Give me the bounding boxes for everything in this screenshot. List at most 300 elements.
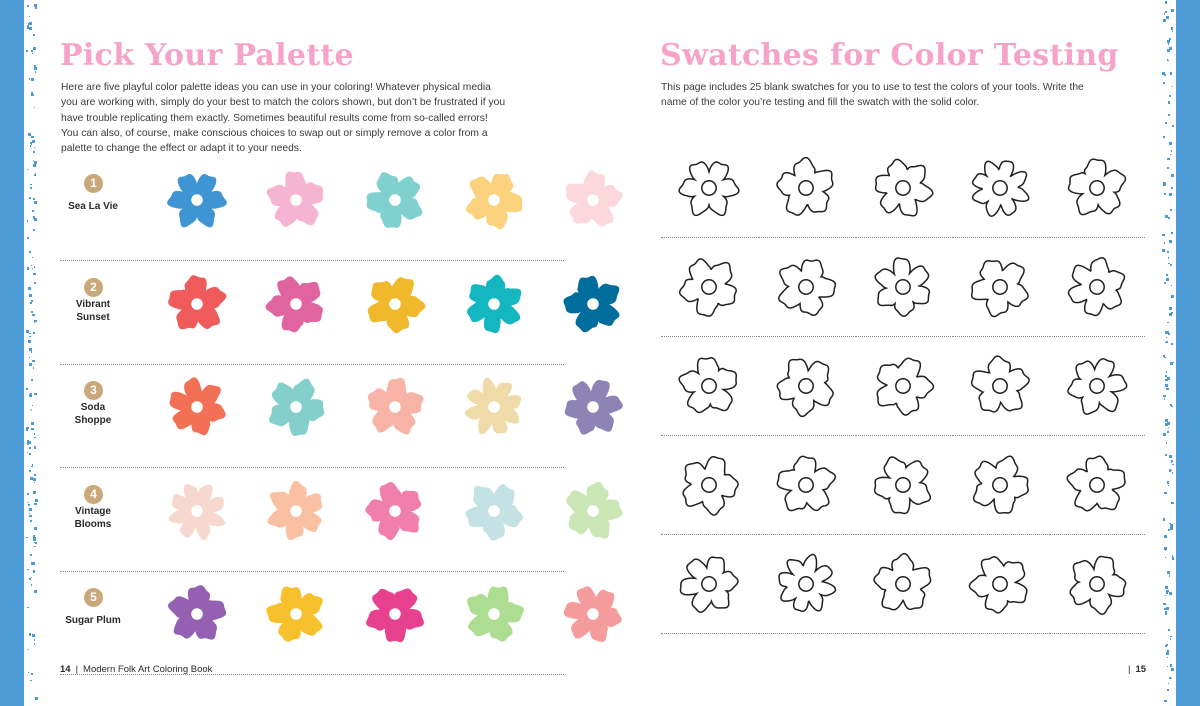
edge-speckle xyxy=(1165,454,1167,456)
edge-speckle xyxy=(27,267,30,270)
edge-speckle xyxy=(30,520,31,521)
blank-swatch xyxy=(1047,447,1147,545)
edge-speckle xyxy=(31,584,32,585)
edge-speckle xyxy=(1166,341,1168,343)
edge-speckle xyxy=(29,78,30,79)
edge-speckle xyxy=(34,643,35,644)
color-name-line xyxy=(855,633,951,634)
edge-speckle xyxy=(1166,278,1168,280)
edge-speckle xyxy=(1171,406,1172,407)
edge-speckle xyxy=(1164,13,1166,15)
edge-speckle xyxy=(1165,122,1168,125)
color-name-line xyxy=(758,237,854,238)
edge-speckle xyxy=(1166,337,1167,338)
edge-speckle xyxy=(1171,343,1173,345)
palette-color-swatch xyxy=(458,268,530,340)
color-name-line xyxy=(1049,435,1145,436)
page-title-pick-your-palette: Pick Your Palette xyxy=(60,38,354,73)
edge-speckle xyxy=(1171,295,1174,298)
outline-flower xyxy=(867,449,939,521)
palette-number-badge: 5 xyxy=(84,588,103,607)
edge-speckle xyxy=(1163,73,1165,75)
edge-speckle xyxy=(1163,518,1165,520)
edge-speckle xyxy=(1167,60,1169,62)
edge-speckle xyxy=(1167,650,1169,652)
edge-speckle xyxy=(33,273,35,275)
edge-speckle xyxy=(33,537,36,540)
color-name-line xyxy=(952,237,1048,238)
palette-name xyxy=(58,614,128,627)
palette-name-line: Vintage xyxy=(75,505,111,517)
edge-speckle xyxy=(28,287,31,290)
right-footer xyxy=(1123,664,1146,675)
edge-speckle xyxy=(1168,101,1171,104)
palette-color-swatch xyxy=(260,268,332,340)
color-name-line xyxy=(758,336,854,337)
edge-speckle xyxy=(1171,150,1172,151)
color-name-line xyxy=(1049,534,1145,535)
edge-speckle xyxy=(1169,313,1172,316)
edge-speckle xyxy=(1167,689,1170,692)
left-footer xyxy=(60,664,212,675)
color-name-line xyxy=(758,633,854,634)
edge-speckle xyxy=(34,446,37,449)
blank-swatch xyxy=(1047,348,1147,446)
palette-row xyxy=(60,365,564,468)
edge-speckle xyxy=(1167,331,1170,334)
edge-speckle xyxy=(32,53,33,54)
edge-speckle xyxy=(27,220,28,221)
left-footer-separator: | xyxy=(75,664,79,675)
color-name-line xyxy=(661,336,757,337)
edge-speckle xyxy=(1163,603,1166,606)
palette-row xyxy=(60,469,564,572)
blank-swatch xyxy=(950,150,1050,248)
palette-color-swatch xyxy=(161,268,233,340)
edge-speckle xyxy=(33,332,35,334)
edge-speckle xyxy=(1167,422,1170,425)
palette-intro-text: Here are five playful color palette ideas you can use in your coloring! Whatever physical media you are working with, simply do your best to match the colors shown, but don’t be frustrated if you have trouble replicating them exactly. Sometimes beautiful results come from so-called errors! You can also, of course, make conscious choices to swap out or simply remove a color from a palette to change the effect or adapt it to your needs. xyxy=(61,82,506,155)
edge-speckle xyxy=(1168,43,1170,45)
edge-speckle xyxy=(32,257,33,258)
blank-swatch xyxy=(950,249,1050,347)
edge-speckle xyxy=(29,508,32,511)
edge-speckle xyxy=(34,503,37,506)
color-name-line xyxy=(855,237,951,238)
edge-speckle xyxy=(1172,125,1174,127)
edge-speckle xyxy=(28,672,29,673)
edge-speckle xyxy=(29,294,32,297)
edge-speckle xyxy=(1163,136,1165,138)
edge-speckle xyxy=(33,34,36,37)
edge-speckle xyxy=(1170,527,1173,530)
palette-name xyxy=(58,298,128,324)
edge-speckle xyxy=(31,577,32,578)
color-name-line xyxy=(952,336,1048,337)
outline-flower xyxy=(673,449,745,521)
palette-name xyxy=(58,200,128,213)
edge-speckle xyxy=(1164,282,1166,284)
edge-speckle xyxy=(31,466,32,467)
palette-color-swatch xyxy=(161,475,233,547)
edge-speckle xyxy=(1168,683,1169,684)
color-name-line xyxy=(661,633,757,634)
blank-swatch xyxy=(853,348,953,446)
blank-swatch xyxy=(756,348,856,446)
edge-speckle xyxy=(30,554,32,556)
outline-flower xyxy=(673,350,745,422)
edge-speckle xyxy=(1167,40,1170,43)
palette-name-line: Sunset xyxy=(76,311,110,323)
edge-speckle xyxy=(34,482,35,483)
edge-speckle xyxy=(29,447,31,449)
edge-speckle xyxy=(1167,377,1170,380)
palette-number-badge: 4 xyxy=(84,485,103,504)
page-title-swatches: Swatches for Color Testing xyxy=(660,38,1119,73)
palette-name-line: Blooms xyxy=(74,518,112,530)
edge-speckle xyxy=(32,314,34,316)
outline-flower xyxy=(673,548,745,620)
edge-speckle xyxy=(1165,384,1168,387)
edge-speckle xyxy=(33,47,36,50)
edge-speckle xyxy=(29,578,31,580)
edge-speckle xyxy=(28,502,29,503)
palette-color-swatch xyxy=(458,475,530,547)
edge-speckle xyxy=(29,357,30,358)
edge-speckle xyxy=(1165,611,1167,613)
edge-speckle xyxy=(27,5,29,7)
edge-speckle xyxy=(34,201,37,204)
palette-color-swatch xyxy=(458,578,530,650)
edge-speckle xyxy=(34,320,37,323)
edge-speckle xyxy=(1172,557,1174,559)
edge-speckle xyxy=(33,535,35,537)
edge-speckle xyxy=(31,562,34,565)
color-name-line xyxy=(855,336,951,337)
color-name-line xyxy=(952,633,1048,634)
edge-speckle xyxy=(1166,592,1168,594)
edge-speckle xyxy=(1169,193,1172,196)
edge-speckle xyxy=(1165,419,1168,422)
color-name-line xyxy=(661,435,757,436)
color-name-line xyxy=(758,534,854,535)
edge-speckle xyxy=(1166,388,1169,391)
edge-speckle xyxy=(29,470,31,472)
edge-speckle xyxy=(34,433,36,435)
palette-number-badge: 2 xyxy=(84,278,103,297)
outline-flower xyxy=(1061,152,1133,224)
edge-speckle xyxy=(26,537,28,539)
left-blue-edge xyxy=(0,0,24,706)
edge-speckle xyxy=(33,491,36,494)
edge-speckle xyxy=(31,136,34,139)
palette-name xyxy=(58,401,128,427)
edge-speckle xyxy=(26,427,29,430)
outline-flower xyxy=(964,251,1036,323)
palette-color-swatch xyxy=(161,371,233,443)
edge-speckle xyxy=(35,7,37,9)
blank-swatch xyxy=(659,546,759,644)
palette-number-badge: 3 xyxy=(84,381,103,400)
edge-speckle xyxy=(1169,142,1172,145)
edge-speckle xyxy=(27,237,30,240)
edge-speckle xyxy=(29,251,31,253)
edge-speckle xyxy=(1169,240,1172,243)
edge-speckle xyxy=(1167,666,1169,668)
outline-flower xyxy=(673,152,745,224)
edge-speckle xyxy=(28,23,30,25)
edge-speckle xyxy=(1171,470,1172,471)
edge-speckle xyxy=(29,515,31,517)
edge-speckle xyxy=(1165,215,1168,218)
edge-speckle xyxy=(1171,668,1174,671)
edge-speckle xyxy=(1170,154,1171,155)
edge-speckle xyxy=(34,437,35,438)
blank-swatch xyxy=(853,150,953,248)
edge-speckle xyxy=(1170,664,1173,667)
right-footer-separator: | xyxy=(1128,664,1131,675)
palette-row xyxy=(60,262,564,365)
palette-color-swatch xyxy=(260,475,332,547)
edge-speckle xyxy=(1171,9,1174,12)
blank-swatch xyxy=(950,546,1050,644)
palette-color-swatch xyxy=(161,164,233,236)
edge-speckle xyxy=(1169,455,1172,458)
edge-speckle xyxy=(1168,114,1169,115)
palette-color-swatch xyxy=(260,578,332,650)
edge-speckle xyxy=(29,513,30,514)
right-blue-edge xyxy=(1176,0,1200,706)
edge-speckle xyxy=(1167,49,1170,52)
edge-speckle xyxy=(1164,193,1166,195)
edge-speckle xyxy=(26,388,28,390)
edge-speckle xyxy=(32,268,33,269)
edge-speckle xyxy=(1165,1,1167,3)
color-name-line xyxy=(661,237,757,238)
edge-speckle xyxy=(1170,209,1173,212)
color-name-line xyxy=(952,534,1048,535)
edge-speckle xyxy=(29,453,31,455)
blank-swatch xyxy=(659,249,759,347)
edge-speckle xyxy=(34,161,37,164)
blank-swatch xyxy=(1047,249,1147,347)
edge-speckle xyxy=(32,360,34,362)
edge-speckle xyxy=(1167,571,1170,574)
edge-speckle xyxy=(34,266,35,267)
edge-speckle xyxy=(1167,481,1170,484)
outline-flower xyxy=(867,350,939,422)
outline-flower xyxy=(1061,251,1133,323)
palette-color-swatch xyxy=(458,164,530,236)
blank-swatch xyxy=(756,249,856,347)
edge-speckle xyxy=(1166,371,1167,372)
edge-speckle xyxy=(26,429,28,431)
palette-color-swatch xyxy=(458,371,530,443)
blank-swatch xyxy=(659,447,759,545)
edge-speckle xyxy=(35,71,36,72)
edge-speckle xyxy=(34,282,36,284)
palette-number-badge: 1 xyxy=(84,174,103,193)
edge-speckle xyxy=(34,639,36,641)
edge-speckle xyxy=(33,164,36,167)
blank-swatch xyxy=(756,546,856,644)
edge-speckle xyxy=(1171,174,1174,177)
palette-row xyxy=(60,572,564,675)
edge-speckle xyxy=(31,50,32,51)
edge-speckle xyxy=(1164,535,1167,538)
edge-speckle xyxy=(1164,700,1166,702)
edge-speckle xyxy=(31,78,34,81)
edge-speckle xyxy=(26,50,28,52)
color-name-line xyxy=(661,534,757,535)
right-page xyxy=(600,0,1176,706)
edge-speckle xyxy=(1169,523,1171,525)
edge-speckle xyxy=(1164,608,1166,610)
edge-speckle xyxy=(35,499,38,502)
edge-speckle xyxy=(30,680,32,682)
edge-speckle xyxy=(1165,549,1166,550)
edge-speckle xyxy=(1169,677,1171,679)
palette-color-swatch xyxy=(359,475,431,547)
edge-speckle xyxy=(31,351,33,353)
edge-speckle xyxy=(1171,285,1172,286)
edge-speckle xyxy=(28,649,29,650)
edge-speckle xyxy=(1167,657,1168,658)
edge-speckle xyxy=(31,422,34,425)
edge-speckle xyxy=(1172,472,1173,473)
edge-speckle xyxy=(1164,398,1165,399)
edge-speckle xyxy=(35,697,38,700)
palette-row xyxy=(60,158,564,261)
edge-speckle xyxy=(1168,217,1170,219)
edge-speckle xyxy=(31,311,33,313)
edge-speckle xyxy=(27,569,29,571)
edge-speckle xyxy=(1166,442,1167,443)
edge-speckle xyxy=(1162,249,1165,252)
palette-name xyxy=(58,505,128,531)
edge-speckle xyxy=(28,504,30,506)
edge-speckle xyxy=(30,393,32,395)
edge-speckle xyxy=(27,452,28,453)
color-name-line xyxy=(758,435,854,436)
edge-speckle xyxy=(1167,251,1169,253)
blank-swatch xyxy=(756,447,856,545)
color-name-line xyxy=(855,435,951,436)
outline-flower xyxy=(673,251,745,323)
blank-swatch xyxy=(950,447,1050,545)
edge-speckle xyxy=(34,393,36,395)
edge-speckle xyxy=(1165,375,1167,377)
edge-speckle xyxy=(1170,72,1173,75)
edge-speckle xyxy=(32,634,35,637)
edge-speckle xyxy=(1170,636,1171,637)
edge-speckle xyxy=(32,464,33,465)
edge-speckle xyxy=(1171,462,1172,463)
edge-speckle xyxy=(1169,95,1171,97)
color-name-line xyxy=(1049,633,1145,634)
edge-speckle xyxy=(1163,433,1166,436)
edge-speckle xyxy=(29,197,31,199)
blank-swatch xyxy=(853,249,953,347)
outline-flower xyxy=(867,152,939,224)
edge-speckle xyxy=(31,265,32,266)
blank-swatch xyxy=(950,348,1050,446)
edge-speckle xyxy=(1169,575,1171,577)
edge-speckle xyxy=(31,673,33,675)
edge-speckle xyxy=(29,336,31,338)
swatches-intro-text: This page includes 25 blank swatches for you to use to test the colors of your tools. Write the name of the color you’re testing and fill the swatch with the solid color. xyxy=(661,82,1084,109)
edge-speckle xyxy=(27,440,30,443)
palette-color-swatch xyxy=(359,371,431,443)
outline-flower xyxy=(964,152,1036,224)
edge-speckle xyxy=(1167,59,1168,60)
outline-flower xyxy=(770,152,842,224)
edge-speckle xyxy=(30,187,32,189)
edge-speckle xyxy=(29,333,30,334)
outline-flower xyxy=(770,548,842,620)
edge-speckle xyxy=(33,229,34,230)
edge-speckle xyxy=(32,405,33,406)
edge-speckle xyxy=(31,92,33,94)
outline-flower xyxy=(964,548,1036,620)
edge-speckle xyxy=(32,210,34,212)
edge-speckle xyxy=(33,151,35,153)
edge-speckle xyxy=(1165,645,1167,647)
edge-speckle xyxy=(32,140,35,143)
edge-speckle xyxy=(34,474,36,476)
edge-speckle xyxy=(1171,502,1174,505)
edge-speckle xyxy=(1172,464,1174,466)
edge-speckle xyxy=(1163,82,1165,84)
edge-speckle xyxy=(31,379,33,381)
edge-speckle xyxy=(29,348,32,351)
book-title: Modern Folk Art Coloring Book xyxy=(83,664,213,675)
palette-color-swatch xyxy=(359,164,431,236)
outline-flower xyxy=(770,350,842,422)
edge-speckle xyxy=(33,198,35,200)
edge-speckle xyxy=(1163,355,1165,357)
edge-speckle xyxy=(1167,158,1169,160)
palette-name-line: Sugar Plum xyxy=(65,615,121,626)
outline-flower xyxy=(867,548,939,620)
edge-speckle xyxy=(1167,431,1168,432)
edge-speckle xyxy=(1172,555,1173,556)
color-name-line xyxy=(855,534,951,535)
palette-color-swatch xyxy=(161,578,233,650)
palette-name-line: Sea La Vie xyxy=(68,201,118,212)
edge-speckle xyxy=(28,340,31,343)
edge-speckle xyxy=(27,25,29,27)
edge-speckle xyxy=(31,410,32,411)
outline-flower xyxy=(867,251,939,323)
blank-swatch xyxy=(1047,546,1147,644)
left-page xyxy=(24,0,600,706)
edge-speckle xyxy=(33,478,36,481)
palette-name-line: Shoppe xyxy=(74,415,112,426)
edge-speckle xyxy=(1170,362,1172,364)
edge-speckle xyxy=(34,174,36,176)
outline-flower xyxy=(1061,449,1133,521)
edge-speckle xyxy=(30,184,32,186)
edge-speckle xyxy=(1172,86,1173,87)
edge-speckle xyxy=(34,107,35,108)
edge-speckle xyxy=(28,133,31,136)
edge-speckle xyxy=(1163,395,1165,397)
outline-flower xyxy=(770,449,842,521)
edge-speckle xyxy=(1171,187,1173,189)
edge-speckle xyxy=(1162,234,1165,237)
color-name-line xyxy=(1049,237,1145,238)
